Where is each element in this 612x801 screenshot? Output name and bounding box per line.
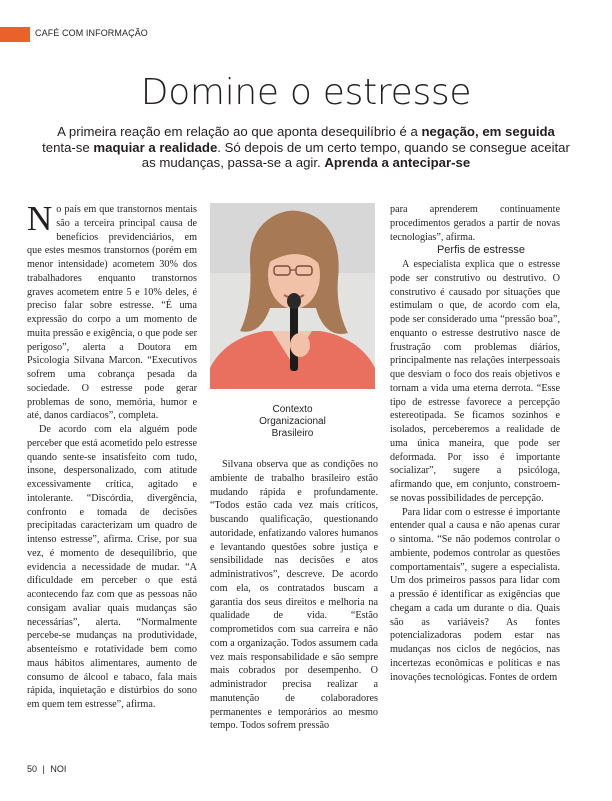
column1-paragraph-1-text: o país em que transtornos mentais são a terceira principal causa de benefícios previdenciários, em que estes mesmos transtornos (porém em menor intensidade) acometem 30% dos trabalhadores enquanto transtornos graves acometem entre 5 e 10% deles, é preciso falar sobre estresse. “É uma expressão do corpo a um momento de muita pressão e exigência, o que pode ser perigoso”, alerta a Doutora em Psicologia Silvana Marcon. “Executivos sofrem uma cobrança pesada da sociedade. O estresse pode gerar problemas de sono, memória, humor e até, danos cardíacos”, completa. [27, 204, 197, 422]
intro-text-3: . Só depois de um certo tempo, quando se consegue aceitar as mudanças, passa-se a agir. [141, 139, 570, 170]
column3-paragraph-3: Para lidar com o estresse é importante entender qual a causa e não apenas curar o sintoma. “Se não podemos controlar o ambiente, podemos controlar as questões comportamentais”, sugere a especialista. Um dos primeiros passos para lidar com a pressão é identificar as exigências que chegam a cada um durante o dia. Quais são as variáveis? As fontes potencializadoras podem estar nas mudanças nos ciclos de negócios, nas incertezas econômicas e políticas e nas inovações tecnológicas. Fontes de ordem [390, 506, 560, 683]
caption-line-1: Contexto [272, 404, 313, 415]
article-title: Domine o estresse [140, 72, 472, 113]
intro-bold-3: Aprenda a antecipar-se [324, 155, 471, 170]
intro-text-1: A primeira reação em relação ao que aponta desequilíbrio é a [57, 124, 422, 139]
section-accent-bar [0, 27, 30, 42]
page-number: 50 [27, 764, 38, 774]
column1-paragraph-1 [27, 199, 197, 423]
portrait-illustration [210, 203, 375, 389]
article-column-2 [210, 458, 378, 733]
column2-paragraph-1: Silvana observa que as condições no ambiente de trabalho brasileiro estão mudando rápida e profundamente. “Todos estão cada vez mais críticos, buscando qualificação, questionando autoridade, enfatizando valores humanos e levantando questões sobre justiça e sensibilidade nas decisões e atos administrativos”, descreve. De acordo com ela, os contratados buscam a garantia dos seus direitos e melhoria na qualidade de vida. “Estão comprometidos com sua carreira e não com a organização. Todos assumem cada vez mais responsabilidade e são sempre mais cobrados por desempenho. O administrador precisa realizar a manutenção de colaboradores permanentes e temporários ao mesmo tempo. Todos sofrem pressão [210, 459, 378, 732]
article-column-3 [390, 203, 560, 684]
drop-cap: N [27, 199, 53, 238]
intro-bold-1: negação, em seguida [421, 124, 555, 139]
column3-paragraph-1: para aprenderem continuamente procedimentos gerados a partir de novas tecnologias”, afirma. [390, 204, 560, 243]
column1-paragraph-2: De acordo com ela alguém pode perceber que está acometido pelo estresse quando sente-se insatisfeito com tudo, insone, despersonalizado, com atitude excessivamente crítica, agitado e intolerante. “Discórdia, divergência, confronto e tomada de decisões precipitadas caracterizam um quadro de intenso estresse”, afirma. Crise, por sua vez, é momento de desequilíbrio, que evidencia a necessidade de mudar. “A dificuldade em perceber o que está acontecendo faz com que as pessoas não consigam avaliar quais mudanças são necessárias”, alerta. “Normalmente percebe-se mudanças na produtividade, absenteísmo e rotatividade bem como maus hábitos alimentares, aumento de consumo de álcool e tabaco, fala mais rápida, inquietação e distúrbios do sono em quem tem estresse”, afirma. [27, 424, 197, 710]
article-column-1 [27, 199, 197, 712]
article-intro [40, 124, 572, 171]
photo-caption [210, 404, 375, 440]
caption-line-3: Brasileiro [271, 428, 314, 439]
section-subheading: Perfis de estresse [436, 244, 526, 257]
intro-bold-2: maquiar a realidade [93, 139, 218, 155]
magazine-name: NOI [50, 764, 67, 774]
column3-paragraph-2: A especialista explica que o estresse pode ser construtivo ou destrutivo. O construtivo é causado por situações que estimulam o que, de acordo com ela, pode ser considerado uma “pressão boa”, enquanto o estresse destrutivo nasce de frustração com problemas diários, principalmente nas relações interpessoais que desviam o foco dos reais objetivos e tornam a vida uma eterna derrota. “Esse tipo de estresse favorece a percepção estereotipada. Se ficamos sozinhos e isolados, perceberemos a realidade de uma única maneira, que pode ser deformada. Por isso é importante socializar”, sugere a psicóloga, afirmando que, em conjunto, constroem-se novas possibilidades de percepção. [390, 259, 560, 504]
portrait-photo [210, 203, 375, 389]
intro-text-2: tenta-se [42, 139, 94, 155]
caption-line-2: Organizacional [259, 416, 326, 427]
page-footer [27, 764, 66, 774]
footer-separator: | [42, 764, 45, 774]
section-label: CAFÉ COM INFORMAÇÃO [35, 28, 148, 38]
